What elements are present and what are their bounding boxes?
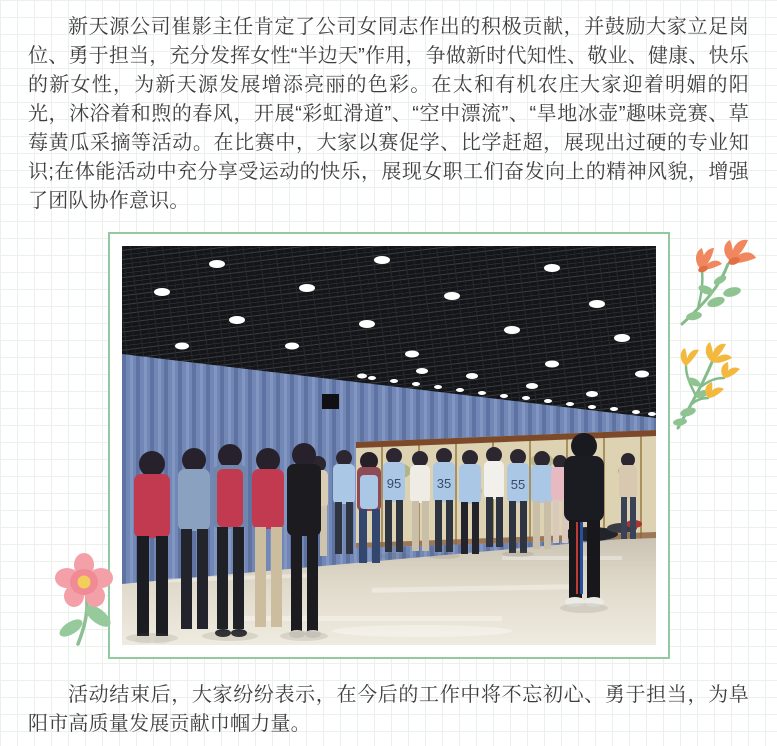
orange-flowers-icon <box>676 238 772 328</box>
pink-flower-icon <box>48 552 120 652</box>
vest-number: 55 <box>510 477 525 492</box>
paragraph-intro: 新天源公司崔影主任肯定了公司女同志作出的积极贡献，并鼓励大家立足岗位、勇于担当，充分发挥女性“半边天”作用，争做新时代知性、敬业、健康、快乐的新女性，为新天源发展增添亮丽的色彩。在太和有机农庄大家迎着明媚的阳光，沐浴着和煦的春风，开展“彩虹滑道”、“空中漂流”、“旱地冰壶”趣味竞赛、草莓黄瓜采摘等活动。在比赛中，大家以赛促学、比学赶超，展现出过硬的专业知识;在体能活动中充分享受运动的快乐，展现女职工们奋发向上的精神风貌，增强了团队协作意识。 <box>28 16 749 212</box>
paragraph-closing: 活动结束后，大家纷纷表示，在今后的工作中将不忘初心、勇于担当，为阜阳市高质量发展贡献巾帼力量。 <box>28 684 749 735</box>
vest-number: 95 <box>386 476 401 491</box>
activity-photo <box>122 246 656 645</box>
wall-speaker <box>322 394 339 409</box>
photo-frame <box>108 232 670 659</box>
vest-number: 35 <box>436 476 451 491</box>
yellow-flowers-icon <box>666 338 744 430</box>
